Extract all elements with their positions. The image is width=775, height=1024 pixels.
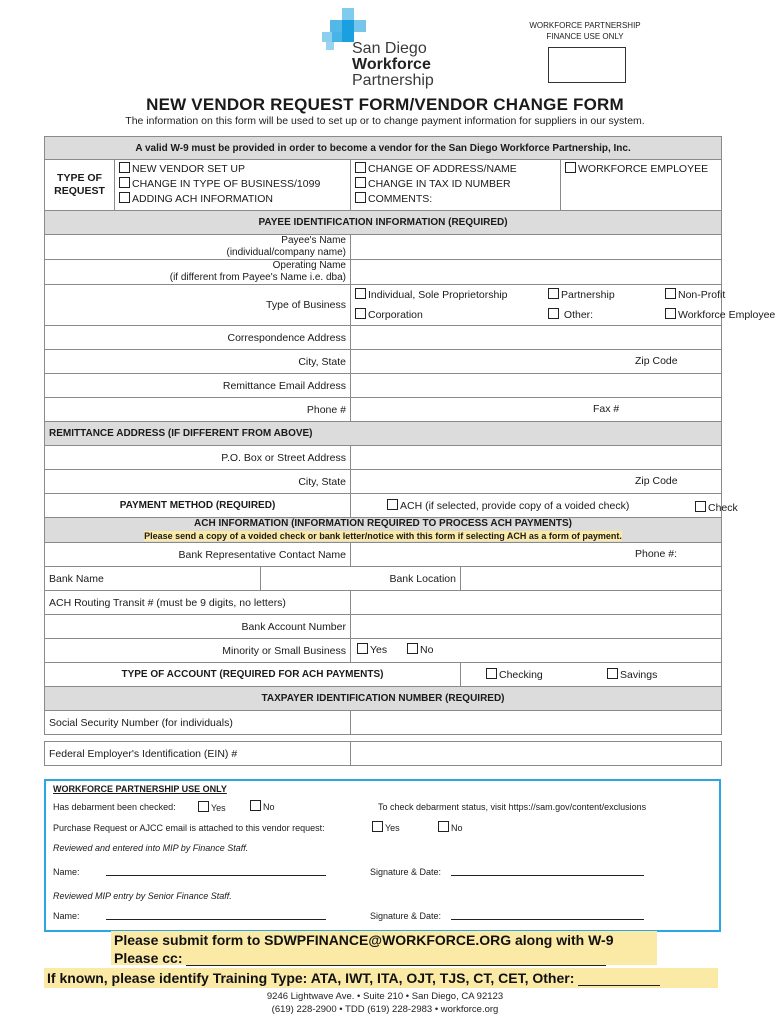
signature-label-1: Signature & Date: [370,867,442,877]
option-adding-ach[interactable]: ADDING ACH INFORMATION [119,192,346,207]
checkbox[interactable] [250,800,261,811]
page-title: NEW VENDOR REQUEST FORM/VENDOR CHANGE FORM [146,95,624,114]
option-change-tax-id[interactable]: CHANGE IN TAX ID NUMBER [355,177,556,192]
remittance-email-field[interactable] [351,374,722,398]
reviewed-senior-note: Reviewed MIP entry by Senior Finance Staff. [53,891,232,901]
debarment-note: To check debarment status, visit https://sam.gov/content/exclusions [378,802,647,812]
type-of-request-label: TYPE OF REQUEST [45,160,115,211]
debarment-question: Has debarment been checked: [53,802,176,812]
bank-location-field[interactable] [461,567,722,591]
checkbox[interactable] [665,308,676,319]
page-subtitle: The information on this form will be used to set up or to change payment information for suppliers in our system. [125,115,645,127]
ach-heading: ACH INFORMATION (INFORMATION REQUIRED TO PROCESS ACH PAYMENTS) [194,518,573,529]
account-type-label: TYPE OF ACCOUNT (REQUIRED FOR ACH PAYMENTS) [45,663,461,687]
finance-use-label: WORKFORCE PARTNERSHIP FINANCE USE ONLY [529,21,641,41]
checkbox[interactable] [407,643,418,654]
submit-instructions: Please submit form to SDWPFINANCE@WORKFORCE.ORG along with W-9 [114,932,614,948]
ein-field[interactable] [351,742,722,766]
account-savings[interactable]: Savings [607,668,657,681]
signature-line-2[interactable] [451,909,644,920]
name-line-1[interactable] [106,865,326,876]
logo-line1: San Diego [352,40,427,57]
taxpayer-heading: TAXPAYER IDENTIFICATION NUMBER (REQUIRED) [45,687,722,711]
logo-line2: Workforce [352,56,431,73]
debarment-no[interactable]: No [250,800,275,812]
type-of-request-row [45,160,722,211]
account-number-label: Bank Account Number [45,615,351,639]
signature-line-1[interactable] [451,865,644,876]
business-nonprofit[interactable]: Non-Profit [665,285,725,305]
phone-label: Phone # [45,398,351,422]
phone-field[interactable] [351,398,722,422]
payment-method-label: PAYMENT METHOD (REQUIRED) [45,494,351,518]
payment-check-option[interactable]: Check [695,501,738,514]
option-comments[interactable]: COMMENTS: [355,192,556,207]
routing-field[interactable] [351,591,722,615]
purchase-no[interactable]: No [438,821,463,833]
bank-name-label: Bank Name [45,567,261,591]
routing-label: ACH Routing Transit # (must be 9 digits, no letters) [45,591,351,615]
payee-heading: PAYEE IDENTIFICATION INFORMATION (REQUIRED) [45,211,722,235]
remit-city-state-label: City, State [45,470,351,494]
city-state-label: City, State [45,350,351,374]
footer-address: 9246 Lightwave Ave. • Suite 210 • San Diego, CA 92123 [266,991,504,1002]
bank-rep-label: Bank Representative Contact Name [45,543,351,567]
checkbox[interactable] [119,162,130,173]
footer-phones: (619) 228-2900 • TDD (619) 228-2983 • workforce.org [271,1004,499,1015]
minority-yes[interactable]: Yes [357,643,387,656]
checkbox[interactable] [372,821,383,832]
debarment-yes[interactable]: Yes [198,801,226,813]
checkbox[interactable] [548,308,559,319]
payee-name-field[interactable] [351,235,722,260]
ein-label: Federal Employer's Identification (EIN) # [45,742,351,766]
checkbox[interactable] [357,643,368,654]
account-number-field[interactable] [351,615,722,639]
option-new-vendor[interactable]: NEW VENDOR SET UP [119,162,346,177]
cc-instructions: Please cc: [114,950,606,966]
checkbox[interactable] [198,801,209,812]
correspondence-address-label: Correspondence Address [45,326,351,350]
payee-name-label: Payee's Name (individual/company name) [45,235,351,260]
zip-code-label: Zip Code [635,355,678,367]
city-state-field[interactable] [351,350,722,374]
workforce-use-only-box [44,779,721,932]
checkbox[interactable] [565,162,576,173]
business-workforce-employee[interactable]: Workforce Employee [665,305,775,325]
checkbox[interactable] [607,668,618,679]
business-other[interactable]: Other: [548,305,593,325]
bank-location-label: Bank Location [389,572,456,585]
po-box-field[interactable] [351,446,722,470]
operating-name-field[interactable] [351,260,722,285]
name-line-2[interactable] [106,909,326,920]
logo-line3: Partnership [352,72,434,89]
checkbox[interactable] [119,177,130,188]
internal-heading: WORKFORCE PARTNERSHIP USE ONLY [53,784,227,794]
checkbox[interactable] [438,821,449,832]
checkbox[interactable] [355,192,366,203]
vendor-form-table [44,136,775,766]
checkbox[interactable] [665,288,676,299]
checkbox[interactable] [355,288,366,299]
remit-zip-label: Zip Code [635,475,678,487]
po-box-label: P.O. Box or Street Address [45,446,351,470]
minority-no[interactable]: No [407,643,433,656]
fax-label: Fax # [593,403,620,415]
name-label-1: Name: [53,867,80,877]
remittance-heading: REMITTANCE ADDRESS (IF DIFFERENT FROM ABOVE) [45,422,722,446]
type-of-business-label: Type of Business [45,285,351,326]
checkbox[interactable] [355,308,366,319]
ssn-field[interactable] [351,711,722,735]
checkbox[interactable] [355,177,366,188]
business-corporation[interactable]: Corporation [355,305,423,325]
option-change-address[interactable]: CHANGE OF ADDRESS/NAME [355,162,556,177]
bank-phone-label: Phone #: [635,548,678,560]
purchase-question: Purchase Request or AJCC email is attached to this vendor request: [53,823,325,833]
payment-ach-option[interactable]: ACH (if selected, provide copy of a voided check) [387,499,629,512]
reviewed-entered-note: Reviewed and entered into MIP by Finance Staff. [53,843,249,853]
purchase-yes[interactable]: Yes [372,821,400,833]
remit-city-state-field[interactable] [351,470,722,494]
business-partnership[interactable]: Partnership [548,285,615,305]
bank-rep-field[interactable] [351,543,722,567]
finance-use-box[interactable] [548,47,626,83]
operating-name-label: Operating Name (if different from Payee's Name i.e. dba) [45,260,351,285]
remittance-email-label: Remittance Email Address [45,374,351,398]
w9-notice: A valid W-9 must be provided in order to become a vendor for the San Diego Workforce Partnership, Inc. [45,137,722,160]
correspondence-address-field[interactable] [351,326,722,350]
checkbox[interactable] [355,162,366,173]
option-workforce-employee[interactable]: WORKFORCE EMPLOYEE [565,162,717,177]
name-label-2: Name: [53,911,80,921]
checkbox[interactable] [387,499,398,510]
notice-row [45,137,722,160]
signature-label-2: Signature & Date: [370,911,442,921]
option-change-business[interactable]: CHANGE IN TYPE OF BUSINESS/1099 [119,177,346,192]
training-type-instructions: If known, please identify Training Type: ATA, IWT, ITA, OJT, TJS, CT, CET, Other: [47,970,660,986]
minority-label: Minority or Small Business [45,639,351,663]
account-checking[interactable]: Checking [486,668,543,681]
bank-name-field[interactable] [261,567,461,591]
ssn-label: Social Security Number (for individuals) [45,711,351,735]
checkbox[interactable] [119,192,130,203]
checkbox[interactable] [548,288,559,299]
checkbox[interactable] [486,668,497,679]
checkbox[interactable] [695,501,706,512]
business-individual[interactable]: Individual, Sole Proprietorship [355,285,508,305]
ach-note: Please send a copy of a voided check or bank letter/notice with this form if selecting ACH as a form of payment. [144,531,622,541]
